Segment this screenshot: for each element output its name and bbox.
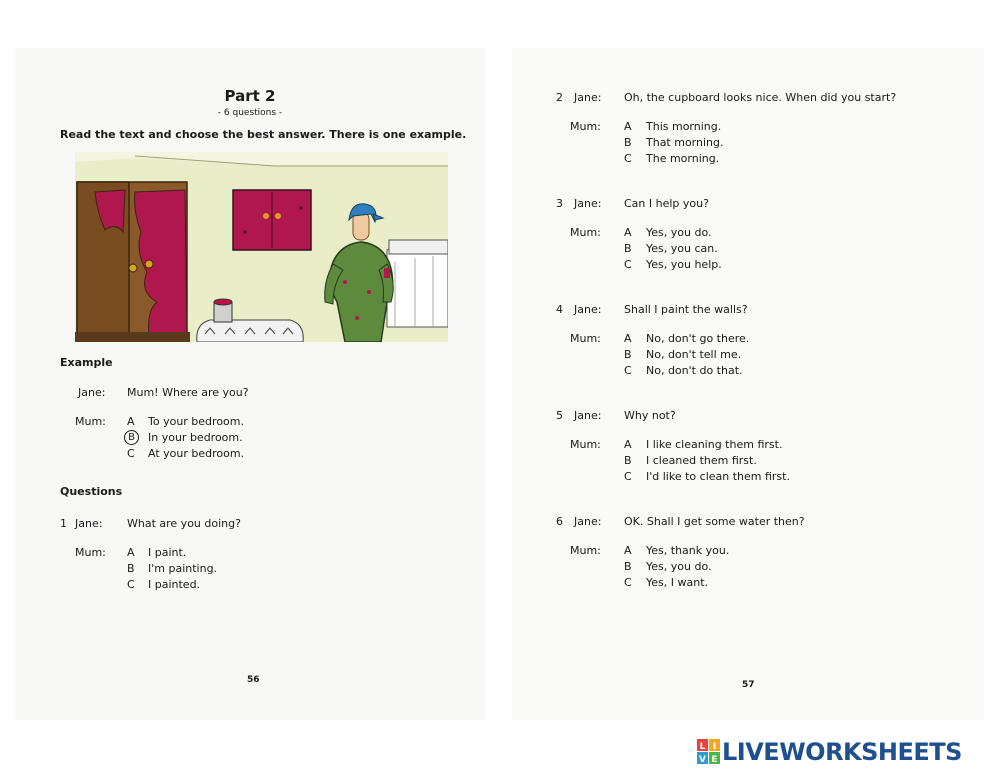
option-text[interactable]: Yes, you can. [646,242,718,255]
liveworksheets-logo-icon [697,738,721,766]
q1-jane-text: What are you doing? [127,517,241,530]
instruction-text: Read the text and choose the best answer. There is one example. [60,128,467,141]
question-number: 1 [60,517,67,530]
example-heading: Example [60,356,113,369]
question-number: 6 [556,515,563,528]
q1-mum-label: Mum: [75,546,106,559]
mum-label: Mum: [570,332,601,345]
logo-letter: L [699,742,706,752]
example-option-letter: B [124,430,139,445]
wardrobe [75,182,190,342]
option-text[interactable]: I like cleaning them first. [646,438,783,451]
example-option-text: At your bedroom. [148,447,245,460]
question-number: 2 [556,91,563,104]
mum-label: Mum: [570,226,601,239]
q1-option-text[interactable]: I painted. [148,578,201,591]
option-letter[interactable]: C [624,470,632,483]
example-jane-label: Jane: [78,386,106,399]
question-number: 5 [556,409,563,422]
option-text[interactable]: Yes, I want. [646,576,709,589]
jane-text: Can I help you? [624,197,709,210]
option-letter[interactable]: B [624,242,632,255]
option-letter[interactable]: C [624,258,632,271]
example-option-text: To your bedroom. [148,415,244,428]
option-letter[interactable]: B [624,348,632,361]
option-text[interactable]: The morning. [646,152,720,165]
q1-jane-label: Jane: [75,517,103,530]
page-title: Part 2 [224,87,276,105]
jane-text: OK. Shall I get some water then? [624,515,805,528]
question-number: 4 [556,303,563,316]
jane-text: Shall I paint the walls? [624,303,748,316]
option-letter[interactable]: B [624,454,632,467]
jane-label: Jane: [574,515,602,528]
q1-option-letter[interactable]: C [127,578,135,591]
questions-heading: Questions [60,485,123,498]
jane-label: Jane: [574,409,602,422]
option-letter[interactable]: A [624,332,632,345]
left-page [15,48,485,720]
brand-name: LIVEWORKSHEETS [722,738,962,766]
option-letter[interactable]: A [624,544,632,557]
option-letter[interactable]: B [624,560,632,573]
question-number: 3 [556,197,563,210]
right-page [512,48,984,720]
logo-letter: I [712,742,717,752]
example-option-text: In your bedroom. [148,431,243,444]
option-text[interactable]: No, don't tell me. [646,348,742,361]
option-letter[interactable]: C [624,364,632,377]
option-letter[interactable]: C [624,576,632,589]
mum-label: Mum: [570,120,601,133]
option-letter[interactable]: C [624,152,632,165]
option-text[interactable]: Yes, you help. [646,258,722,271]
logo-letter: V [699,755,706,765]
option-letter[interactable]: A [624,226,632,239]
q1-option-letter[interactable]: A [127,546,135,559]
option-text[interactable]: This morning. [646,120,722,133]
option-text[interactable]: I cleaned them first. [646,454,757,467]
option-text[interactable]: I'd like to clean them first. [646,470,790,483]
option-text[interactable]: Yes, thank you. [646,544,730,557]
room-illustration [75,152,448,342]
option-text[interactable]: No, don't do that. [646,364,743,377]
example-mum-label: Mum: [75,415,106,428]
bed [387,240,448,327]
page-number: 57 [742,680,755,690]
jane-text: Why not? [624,409,676,422]
q1-option-letter[interactable]: B [127,562,135,575]
mum-label: Mum: [570,438,601,451]
wall-cupboard [233,190,311,250]
example-jane-text: Mum! Where are you? [127,386,249,399]
option-letter[interactable]: A [624,438,632,451]
option-text[interactable]: That morning. [646,136,724,149]
mum-label: Mum: [570,544,601,557]
option-letter[interactable]: B [624,136,632,149]
option-text[interactable]: No, don't go there. [646,332,750,345]
example-option-letter: A [127,415,135,428]
jane-text: Oh, the cupboard looks nice. When did you start? [624,91,897,104]
q1-option-text[interactable]: I'm painting. [148,562,218,575]
jane-label: Jane: [574,197,602,210]
q1-option-text[interactable]: I paint. [148,546,187,559]
option-letter[interactable]: A [624,120,632,133]
jane-label: Jane: [574,91,602,104]
logo-letter: E [711,755,718,765]
page-number: 56 [247,675,260,685]
page-subtitle: - 6 questions - [217,108,283,118]
option-text[interactable]: Yes, you do. [646,226,712,239]
jane-label: Jane: [574,303,602,316]
example-option-letter: C [127,447,135,460]
option-text[interactable]: Yes, you do. [646,560,712,573]
